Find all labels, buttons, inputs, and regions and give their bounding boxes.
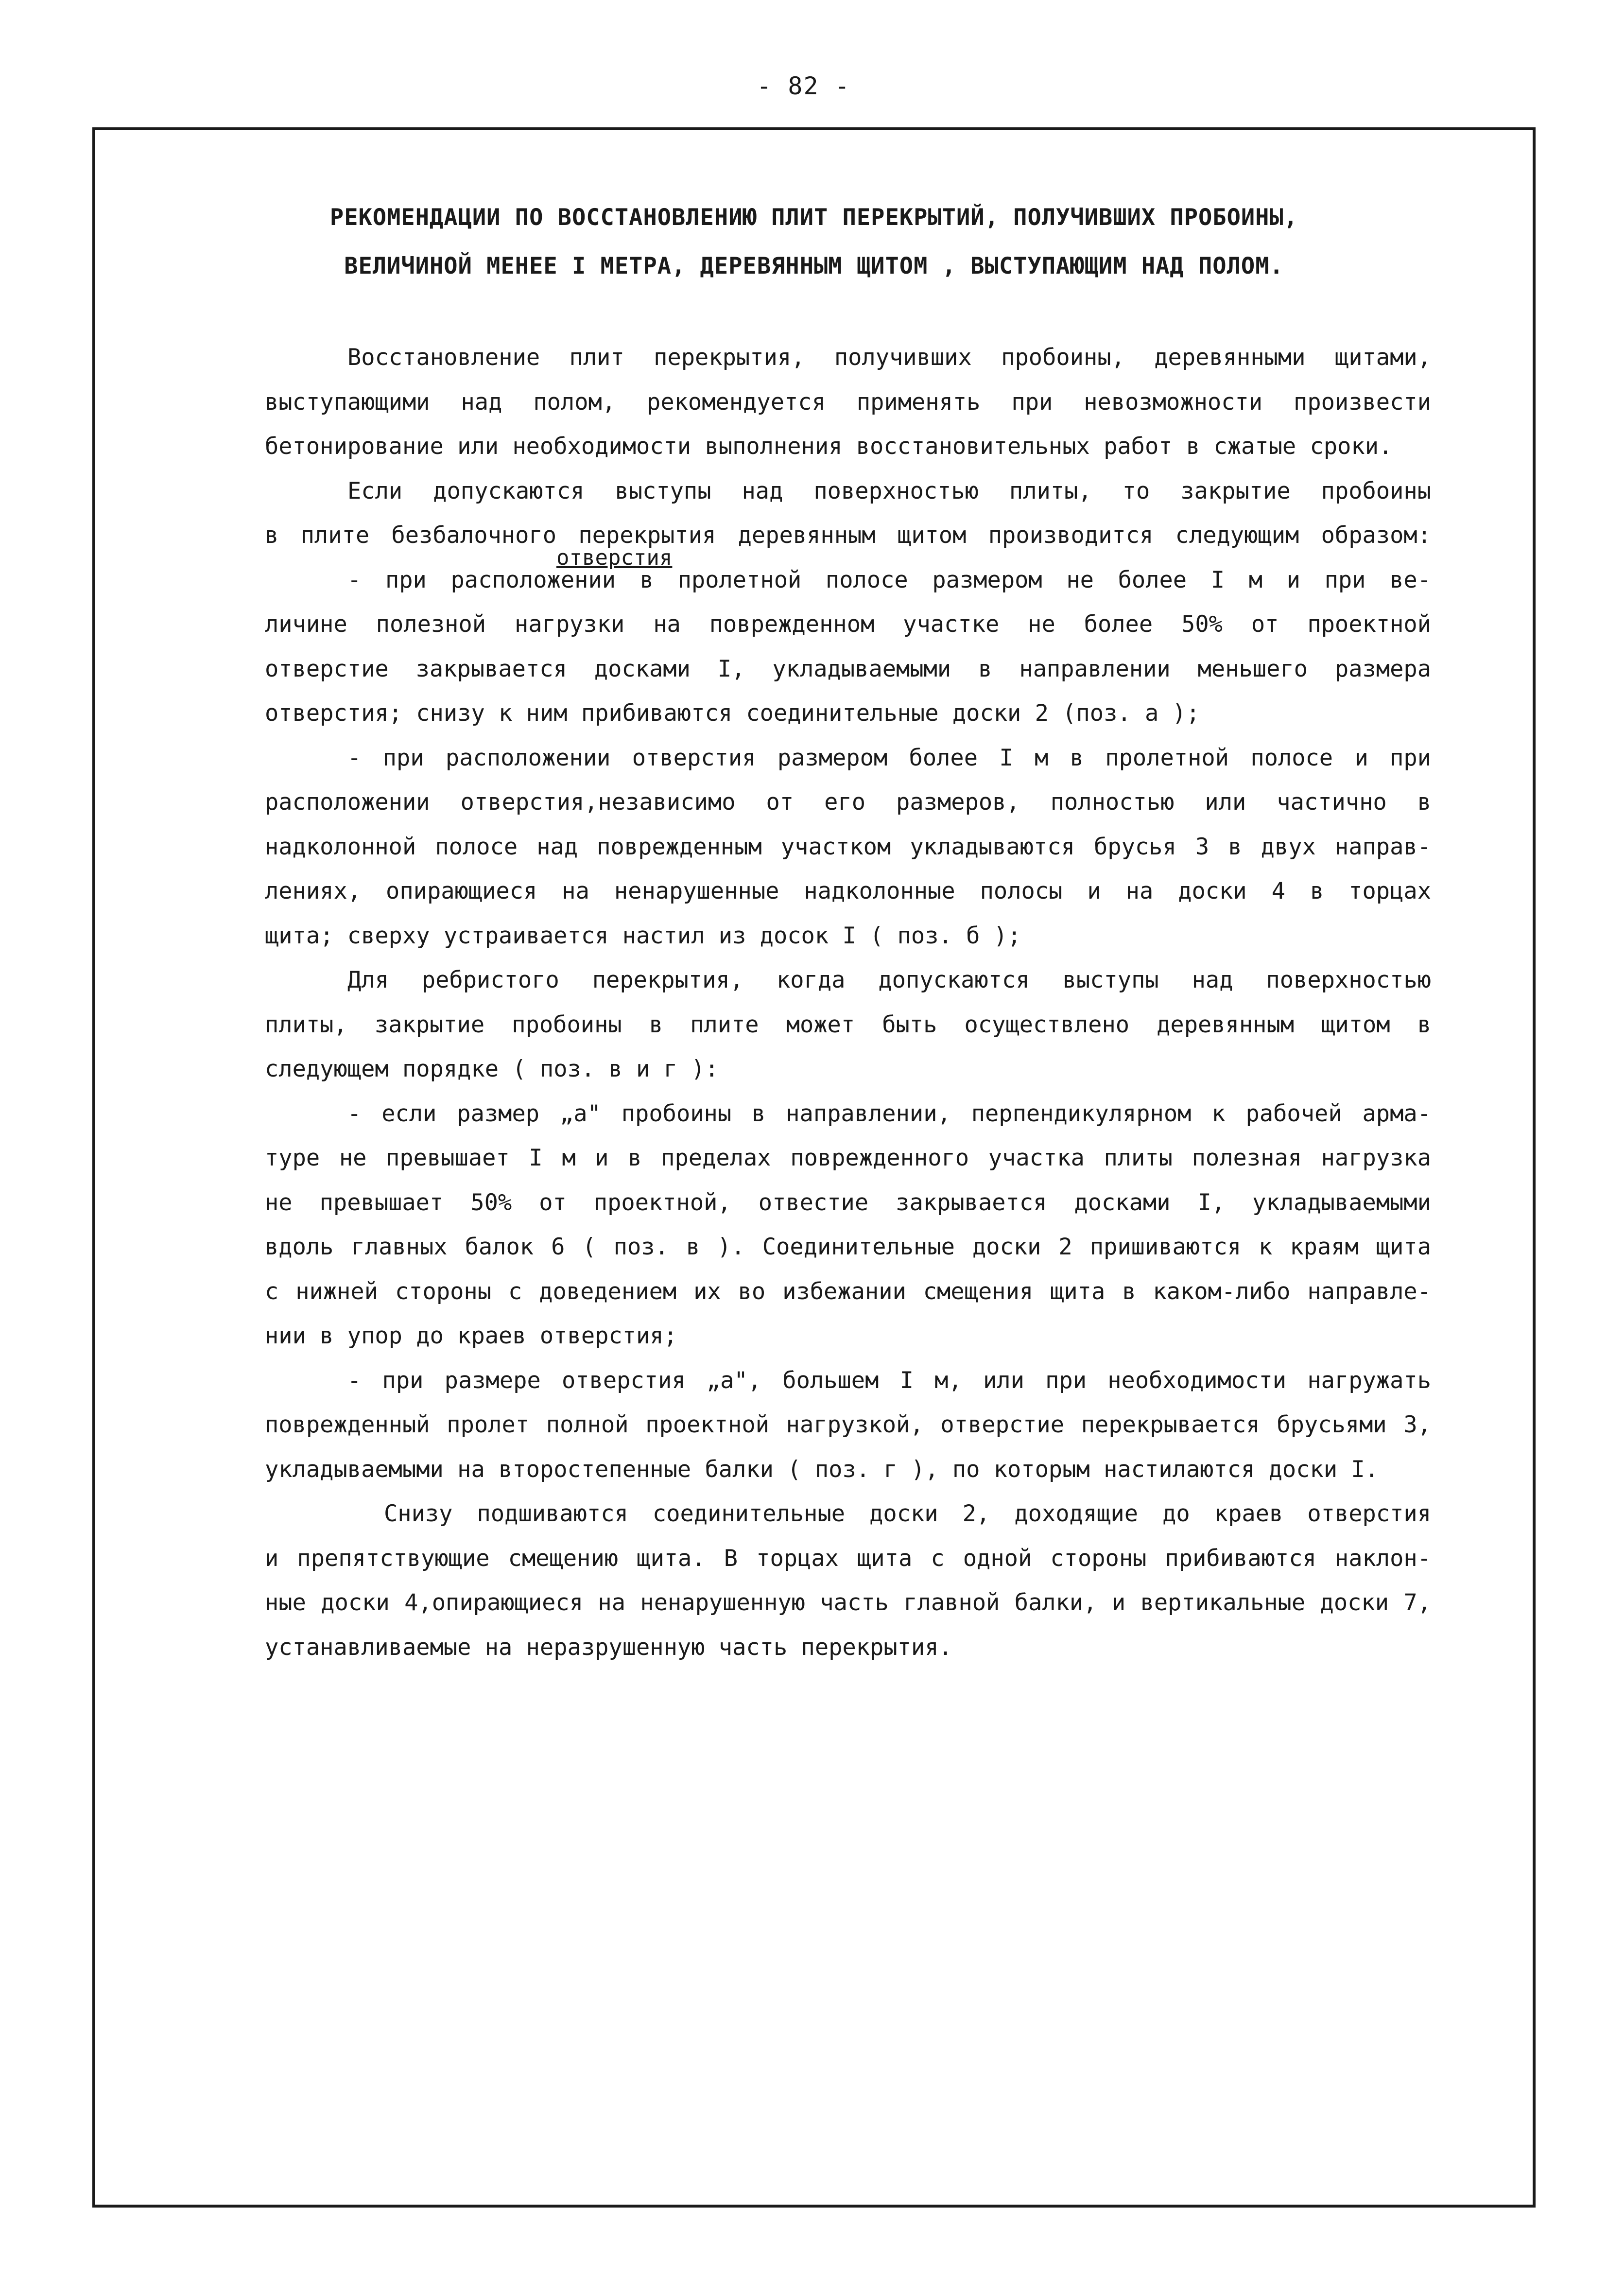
body-line: следующем порядке ( поз. в и г ): [265,1056,719,1082]
body-line: устанавливаемые на неразрушенную часть перекрытия. [265,1634,952,1661]
body-line: вдоль главных балок 6 ( поз. в ). Соединительные доски 2 пришиваются к краям щита [265,1234,1431,1260]
body-line: и препятствующие смещению щита. В торцах щита с одной стороны прибиваются наклон- [265,1545,1431,1572]
body-line: надколонной полосе над поврежденным участком укладываются брусья 3 в двух направ- [265,833,1431,860]
body-line: щита; сверху устраивается настил из досок I ( поз. б ); [265,922,1021,949]
body-line: Снизу подшиваются соединительные доски 2, доходящие до краев отверстия [384,1500,1431,1527]
page-number: - 82 - [757,72,850,100]
body-line: - если размер „а" пробоины в направлении, перпендикулярном к рабочей арма- [347,1100,1431,1127]
body-line: Для ребристого перекрытия, когда допускаются выступы над поверхностью [347,967,1431,993]
body-line-text: - при расположении в пролетной полосе размером не более I м и при ве- [347,566,1431,593]
document-title-line-1: РЕКОМЕНДАЦИИ ПО ВОССТАНОВЛЕНИЮ ПЛИТ ПЕРЕКРЫТИЙ, ПОЛУЧИВШИХ ПРОБОИНЫ, [329,204,1298,231]
body-line: плиты, закрытие пробоины в плите может быть осуществлено деревянным щитом в [265,1011,1431,1038]
body-line: нии в упор до краев отверстия; [265,1322,677,1349]
body-line: - при расположении отверстия размером более I м в пролетной полосе и при [347,744,1431,771]
inserted-word: отверстия [556,545,673,570]
body-line [265,545,1431,603]
body-line: - при размере отверстия „а", большем I м, или при необходимости нагружать [347,1367,1431,1394]
body-line: в плите безбалочного перекрытия деревянным щитом производится следующим образом: [265,522,1431,549]
body-line: личине полезной нагрузки на поврежденном участке не более 50% от проектной [265,611,1431,638]
document-title-line-2: ВЕЛИЧИНОЙ МЕНЕЕ I МЕТРА, ДЕРЕВЯННЫМ ЩИТОМ , ВЫСТУПАЮЩИМ НАД ПОЛОМ. [344,253,1284,279]
body-line: лениях, опирающиеся на ненарушенные надколонные полосы и на доски 4 в торцах [265,878,1431,904]
body-line: ные доски 4,опирающиеся на ненарушенную часть главной балки, и вертикальные доски 7, [265,1589,1431,1616]
document-body [265,335,1431,1670]
body-line: отверстие закрывается досками I, укладываемыми в направлении меньшего размера [265,655,1431,682]
body-line: Если допускаются выступы над поверхностью плиты, то закрытие пробоины [347,477,1431,504]
body-line: бетонирование или необходимости выполнения восстановительных работ в сжатые сроки. [265,433,1393,460]
body-line: поврежденный пролет полной проектной нагрузкой, отверстие перекрывается брусьями 3, [265,1411,1431,1438]
body-line: выступающими над полом, рекомендуется применять при невозможности произвести [265,388,1431,416]
body-line: туре не превышает I м и в пределах поврежденного участка плиты полезная нагрузка [265,1145,1431,1171]
body-line: отверстия; снизу к ним прибиваются соединительные доски 2 (поз. а ); [265,700,1200,727]
body-line: не превышает 50% от проектной, отвестие закрывается досками I, укладываемыми [265,1189,1431,1216]
body-line: Восстановление плит перекрытия, получивших пробоины, деревянными щитами, [347,344,1431,371]
body-line: укладываемыми на второстепенные балки ( поз. г ), по которым настилаются доски I. [265,1456,1379,1483]
body-line: расположении отверстия,независимо от его размеров, полностью или частично в [265,789,1431,816]
body-line: с нижней стороны с доведением их во избежании смещения щита в каком-либо направле- [265,1278,1431,1305]
